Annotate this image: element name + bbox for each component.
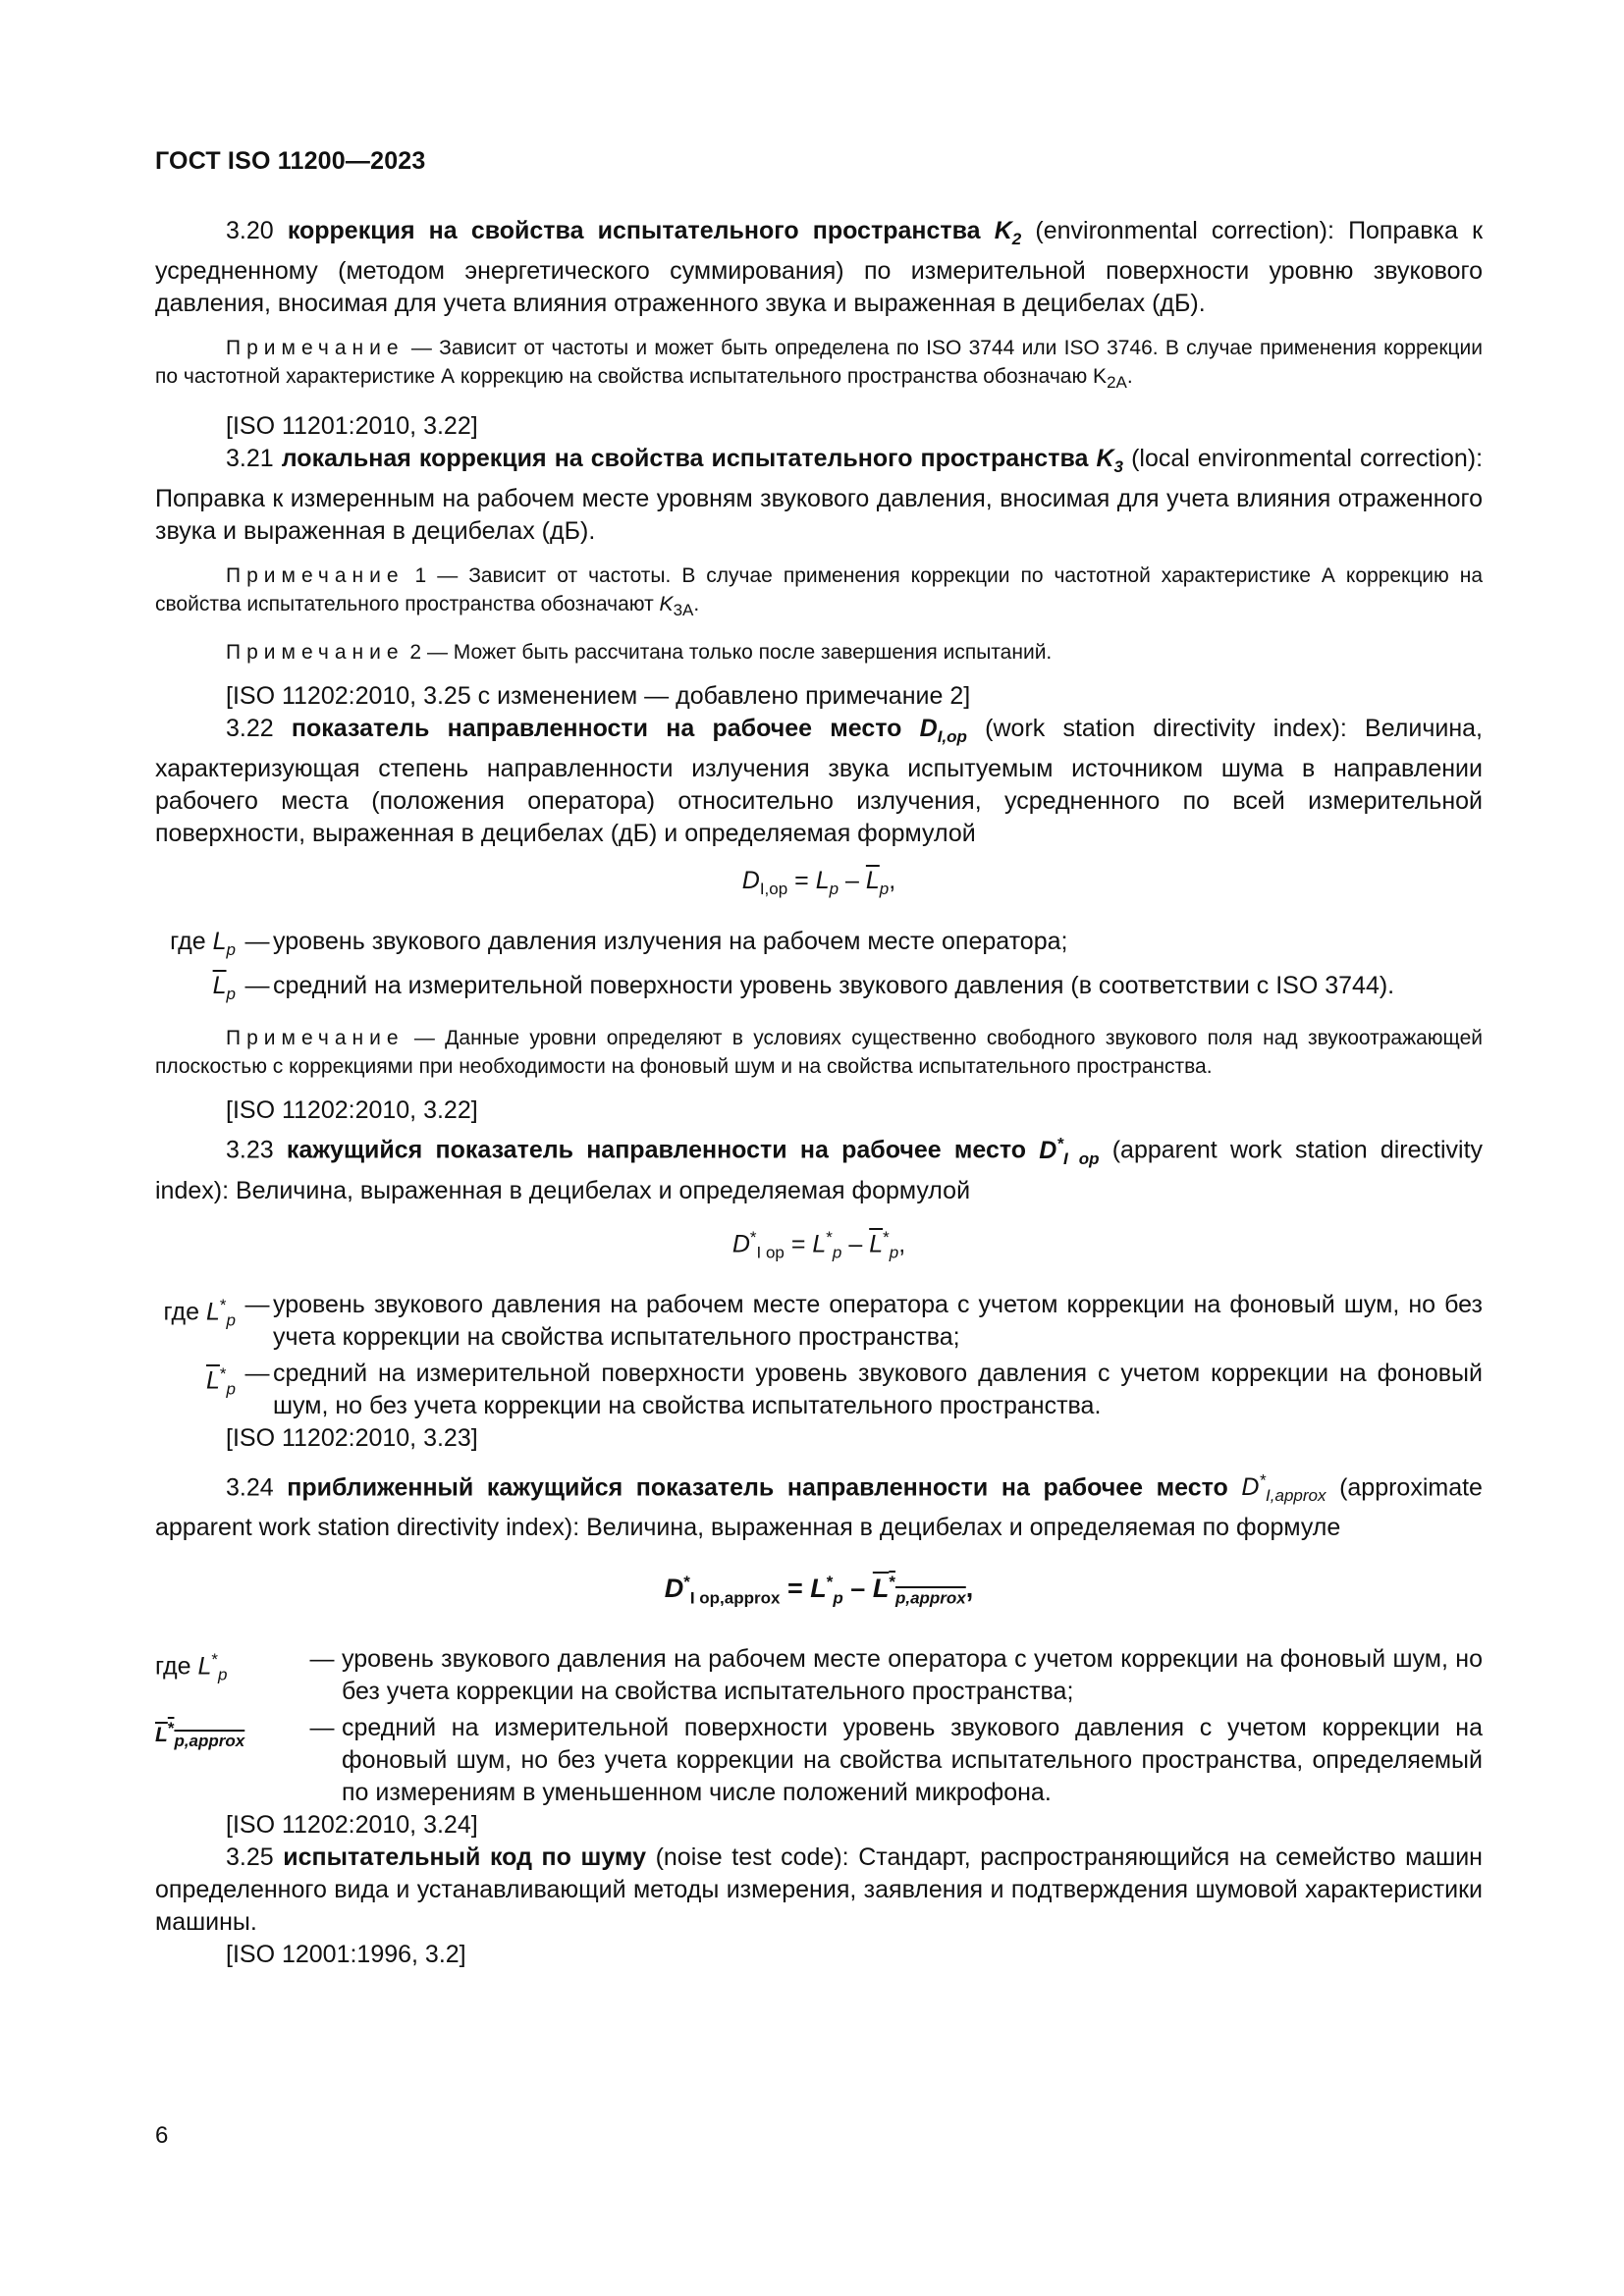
source-3-21: [ISO 11202:2010, 3.25 с изменением — добавлено примечание 2] — [226, 682, 971, 711]
term-3-22 — [155, 713, 1483, 850]
term-symbol: $K_2$ — [994, 217, 1022, 248]
source-3-24: [ISO 11202:2010, 3.24] — [226, 1810, 478, 1839]
page-number: 6 — [155, 2122, 169, 2149]
term-3-21 — [155, 443, 1483, 548]
where-3-22-1: где $L_p$ — уровень звукового давления излучения на рабочем месте оператора; — [170, 928, 1068, 960]
source-3-20: [ISO 11201:2010, 3.22] — [226, 412, 478, 441]
term-number: 3.23 — [226, 1136, 274, 1164]
term-english: (work station directivity index): — [985, 715, 1347, 743]
document-header: ГОСТ ISO 11200—2023 — [155, 147, 426, 175]
term-title: испытательный код по шуму — [283, 1842, 646, 1871]
term-english: (noise test code): — [655, 1842, 849, 1871]
term-english: (approximate apparent work station directivity index): — [155, 1473, 1483, 1542]
term-number: 3.22 — [226, 715, 274, 743]
term-symbol: $D_{I,op}$ — [919, 715, 967, 747]
note-3-21-2: Примечание 2 — Может быть рассчитана только после завершения испытаний. — [226, 641, 1053, 665]
source-3-23: [ISO 11202:2010, 3.23] — [226, 1424, 478, 1453]
term-3-20 — [155, 215, 1483, 320]
term-symbol: $D^*_{I,approx}$ — [1241, 1471, 1326, 1506]
term-definition: Величина, характеризующая степень направленности излучения звука испытуемым источником шума в направлении рабочего места (положения оператора) относительно излучения, усредненного по всей измерительной поверхности, выраженная в децибелах (дБ) и определяемая формулой — [155, 715, 1483, 848]
term-title: коррекция на свойства испытательного пространства — [287, 217, 981, 244]
term-number: 3.25 — [226, 1842, 274, 1871]
term-3-24 — [155, 1465, 1483, 1544]
where-3-23-2: $\overline{L}^*_p$ — средний на измерительной поверхности уровень звукового давления с учетом коррекции на фоновый шум, но без учета коррекции на свойства испытательного пространства. — [206, 1360, 1483, 1420]
formula-3-24: $D^*_{I op,approx} = L^*_p - L^*_{p,approx}$, — [664, 1573, 974, 1608]
term-definition: Стандарт, распространяющийся на семейство машин определенного вида и устанавливающий методы измерения, заявления и подтверждения шумовой характеристики машины. — [155, 1842, 1483, 1936]
formula-3-22: $D_{I,op} = L_p - \overline{L}_p$, — [741, 867, 896, 899]
term-english: (apparent work station directivity index): — [155, 1136, 1484, 1204]
document-page — [155, 147, 1483, 1971]
term-english: (local environmental correction): — [1131, 445, 1484, 473]
term-number: 3.21 — [226, 445, 274, 473]
where-3-24-1: где $L^*_p$ — уровень звукового давления на рабочем месте оператора с учетом коррекции на фоновый шум, но без учета коррекции на свойства испытательного пространства; — [155, 1644, 1483, 1705]
formula-3-23: $D^*_{I op} = L^*_p - \overline{L}^*_p$, — [731, 1227, 906, 1262]
term-title: показатель направленности на рабочее место — [291, 715, 902, 743]
term-title: локальная коррекция на свойства испытательного пространства — [281, 445, 1089, 473]
term-number: 3.20 — [226, 217, 274, 244]
where-3-23-1: где $L^*_p$ — уровень звукового давления на рабочем месте оператора с учетом коррекции на фоновый шум, но без учета коррекции на свойства испытательного пространства; — [163, 1291, 1483, 1352]
where-3-22-2: $\overline{L}_p$ — средний на измерительной поверхности уровень звукового давления (в соответствии с ISO 3744). — [212, 972, 1395, 1004]
term-definition: Поправка к усредненному (методом энергетического суммирования) по измерительной поверхности уровню звукового давления, вносимая для учета влияния отраженного звука и выраженная в децибелах (дБ). — [155, 217, 1484, 317]
note-3-21-1: Примечание 1 — Зависит от частоты. В случае применения коррекции по частотной характеристике А коррекцию на свойства испытательного пространства обозначают $K_{3A}$. — [155, 564, 1483, 620]
term-definition: Величина, выраженная в децибелах и определяемая по формуле — [586, 1514, 1341, 1542]
source-3-22: [ISO 11202:2010, 3.22] — [226, 1096, 478, 1125]
term-definition: Величина, выраженная в децибелах и определяемая формулой — [236, 1176, 971, 1204]
term-english: (environmental correction): — [1035, 217, 1334, 244]
where-3-24-2: $L^*_{p,approx}$ — средний на измерительной поверхности уровень звукового давления с учетом коррекции на фоновый шум, но без учета коррекции на свойства испытательного пространства, определяемый по измерениям в уменьшенном числе положений микрофона. — [155, 1713, 1483, 1806]
term-number: 3.24 — [226, 1473, 274, 1502]
term-3-23 — [155, 1127, 1483, 1206]
term-title: кажущийся показатель направленности на рабочее место — [286, 1136, 1027, 1164]
source-3-25: [ISO 12001:1996, 3.2] — [226, 1940, 466, 1968]
term-symbol: $D^*_{I op}$ — [1039, 1134, 1100, 1168]
note-3-22: Примечание — Данные уровни определяют в условиях существенно свободного звукового поля над звукоотражающей плоскостью с коррекциями при необходимости на фоновый шум и на свойства испытательного пространства. — [155, 1027, 1483, 1079]
term-title: приближенный кажущийся показатель направленности на рабочее место — [287, 1473, 1228, 1502]
term-definition: Поправка к измеренным на рабочем месте уровням звукового давления, вносимая для учета влияния отраженного звука и выраженная в децибелах (дБ). — [155, 485, 1483, 546]
term-symbol: $K_3$ — [1096, 445, 1123, 477]
term-3-25 — [155, 1842, 1483, 1939]
note-3-20: Примечание — Зависит от частоты и может быть определена по ISO 3744 или ISO 3746. В случае применения коррекции по частотной характеристике А коррекцию на свойства испытательного пространства обозначаю $K_{2A}$. — [155, 337, 1483, 393]
